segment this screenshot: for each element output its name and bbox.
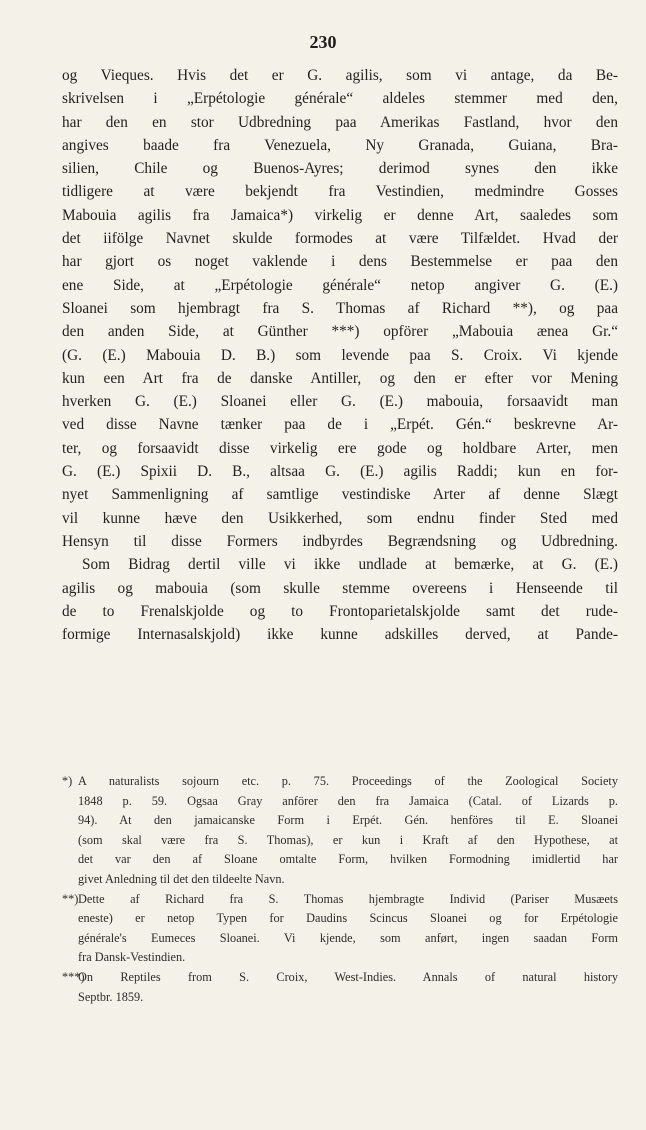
footnote-line: (som skal være fra S. Thomas), er kun i Kraft af den Hypothese, at — [78, 832, 618, 847]
footnote-marker: ***) — [62, 969, 85, 984]
body-line: Hensyn til disse Formers indbyrdes Begrændsning og Udbredning. — [62, 532, 618, 550]
footnote-marker: *) — [62, 774, 73, 788]
body-line: den anden Side, at Günther ***) opförer „Mabouia ænea Gr.“ — [62, 323, 618, 341]
body-line: kun een Art fra de danske Antiller, og den er efter vor Mening — [62, 369, 618, 387]
footnote-text: Dette af Richard fra S. Thomas hjembragte Individ (Pariser Musæets — [78, 891, 618, 906]
footnote-line: générale's Eumeces Sloanei. Vi kjende, som anført, ingen saadan Form — [78, 930, 618, 945]
body-line: nyet Sammenligning af samtlige vestindiske Arter af denne Slægt — [62, 486, 618, 504]
footnote-line: det var den af Sloane omtalte Form, hvilken Formodning imidlertid har — [78, 852, 618, 867]
footnote-text: A naturalists sojourn etc. p. 75. Proceedings of the Zoological Society — [78, 774, 618, 788]
footnote-line: 1848 p. 59. Ogsaa Gray anförer den fra Jamaica (Catal. of Lizards p. — [78, 793, 618, 808]
body-line: ter, og forsaavidt disse virkelig ere gode og holdbare Arter, men — [62, 439, 618, 457]
body-line: G. (E.) Spixii D. B., altsaa G. (E.) agilis Raddi; kun en for- — [62, 463, 618, 481]
body-line: vil kunne hæve den Usikkerhed, som endnu finder Sted med — [62, 509, 618, 527]
body-line: har gjort os noget vaklende i dens Bestemmelse er paa den — [62, 253, 618, 271]
body-line: tidligere at være bekjendt fra Vestindien, medmindre Gosses — [62, 183, 618, 201]
page-number: 230 — [309, 32, 337, 52]
body-line: formige Internasalskjold) ikke kunne adskilles derved, at Pande- — [62, 626, 618, 644]
footnote-line: eneste) er netop Typen for Daudins Scincus Sloanei og for Erpétologie — [78, 911, 618, 926]
footnote-line — [62, 890, 618, 910]
footnote-line: Septbr. 1859. — [78, 989, 144, 1004]
body-line: Sloanei som hjembragt fra S. Thomas af Richard **), og paa — [62, 299, 618, 317]
body-line: det iifölge Navnet skulde formodes at være Tilfældet. Hvad der — [62, 230, 618, 248]
body-line: de to Frenalskjolde og to Frontoparietalskjolde samt det rude- — [62, 602, 618, 620]
body-line: silien, Chile og Buenos-Ayres; derimod synes den ikke — [62, 160, 618, 178]
footnote-line: givet Anledning til det den tildeelte Navn. — [78, 871, 285, 886]
body-line: har den en stor Udbredning paa Amerikas Fastland, hvor den — [62, 113, 618, 131]
body-line: ene Side, at „Erpétologie générale“ netop angiver G. (E.) — [62, 276, 618, 294]
footnote-line: 94). At den jamaicanske Form i Erpét. Gén. henföres til E. Sloanei — [78, 813, 618, 828]
footnote-marker: **) — [62, 891, 79, 906]
footnote-text: On Reptiles from S. Croix, West-Indies. Annals of natural history — [78, 969, 618, 984]
body-line: (G. (E.) Mabouia D. B.) som levende paa S. Croix. Vi kjende — [62, 346, 618, 364]
footnote-line — [62, 968, 618, 988]
body-line: Mabouia agilis fra Jamaica*) virkelig er denne Art, saaledes som — [62, 206, 618, 224]
footnote-line: fra Dansk-Vestindien. — [78, 950, 186, 965]
body-text — [62, 64, 618, 646]
body-line: skrivelsen i „Erpétologie générale“ aldeles stemmer med den, — [62, 90, 618, 108]
footnotes — [62, 772, 618, 1007]
body-line: Som Bidrag dertil ville vi ikke undlade at bemærke, at G. (E.) — [82, 556, 618, 574]
body-line: og Vieques. Hvis det er G. agilis, som vi antage, da Be- — [62, 67, 618, 84]
body-line: ved disse Navne tænker paa de i „Erpét. Gén.“ beskrevne Ar- — [62, 416, 618, 434]
footnote-line — [62, 772, 618, 792]
body-line: angives baade fra Venezuela, Ny Granada, Guiana, Bra- — [62, 136, 618, 154]
body-line: hverken G. (E.) Sloanei eller G. (E.) mabouia, forsaavidt man — [62, 393, 618, 411]
body-line: agilis og mabouia (som skulle stemme overeens i Henseende til — [62, 579, 618, 597]
